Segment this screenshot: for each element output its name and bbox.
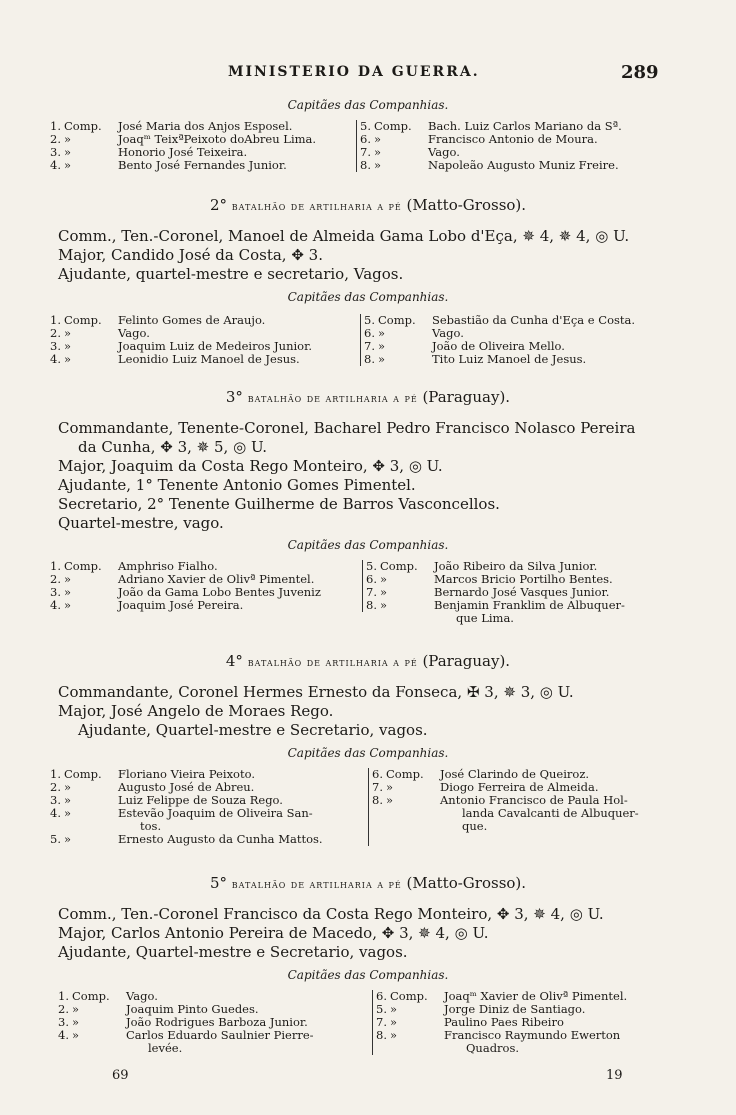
- company-number: 7.: [360, 145, 371, 159]
- company-number: 5.: [376, 1002, 387, 1016]
- captain-name: Bernardo José Vasques Junior.: [434, 585, 610, 599]
- company-number: 6.: [364, 326, 375, 340]
- company-number: 2.: [50, 780, 61, 794]
- section-caption: Capitães das Companhias.: [287, 746, 449, 760]
- captain-name-continued: que Lima.: [456, 611, 514, 625]
- captain-name: Diogo Ferreira de Almeida.: [440, 780, 599, 794]
- captain-name: Benjamin Franklim de Albuquer-: [434, 598, 625, 612]
- company-row: [360, 159, 680, 172]
- company-label: »: [64, 145, 72, 159]
- company-number: 8.: [360, 158, 371, 172]
- company-row: [364, 314, 680, 327]
- battalion-ordinal: 2°: [209, 196, 227, 214]
- section-caption: Capitães das Companhias.: [287, 538, 449, 552]
- company-number: 3.: [50, 145, 61, 159]
- officer-line: Comm., Ten.-Coronel Francisco da Costa Rego Monteiro, ✥ 3, ✵ 4, ◎ U.: [58, 905, 604, 923]
- company-number: 7.: [366, 585, 377, 599]
- company-label: Comp.: [390, 989, 428, 1003]
- company-row: [50, 353, 360, 366]
- company-label: »: [64, 780, 72, 794]
- company-number: 8.: [364, 352, 375, 366]
- company-label: »: [374, 158, 382, 172]
- battalion-place: (Matto-Grosso).: [406, 196, 527, 214]
- company-number: 4.: [50, 352, 61, 366]
- company-row: [364, 353, 680, 366]
- company-label: »: [390, 1015, 398, 1029]
- company-label: »: [386, 780, 394, 794]
- captain-name: João de Oliveira Mello.: [432, 339, 565, 353]
- company-number: 6.: [372, 767, 383, 781]
- battalion-title: batalhão de artilharia a pé: [231, 200, 402, 213]
- captain-name: Luiz Felippe de Souza Rego.: [118, 793, 283, 807]
- captain-name: João Ribeiro da Silva Junior.: [434, 559, 598, 573]
- captain-name: Vago.: [432, 326, 464, 340]
- battalion-title: batalhão de artilharia a pé: [231, 878, 402, 891]
- captain-name: Vago.: [428, 145, 460, 159]
- captain-name: Leonidio Luiz Manoel de Jesus.: [118, 352, 300, 366]
- table-column-left: [50, 120, 357, 172]
- table-column-right: [360, 120, 680, 172]
- company-label: »: [64, 572, 72, 586]
- company-row: [50, 807, 368, 820]
- running-head: MINISTERIO DA GUERRA.: [228, 64, 480, 80]
- captain-name: Sebastião da Cunha d'Eça e Costa.: [432, 313, 636, 327]
- captain-name: Estevão Joaquim de Oliveira San-: [118, 806, 313, 820]
- company-number: 8.: [366, 598, 377, 612]
- captain-name: Antonio Francisco de Paula Hol-: [440, 793, 628, 807]
- company-number: 2.: [50, 572, 61, 586]
- table-column-left: [50, 768, 369, 846]
- company-label: »: [374, 145, 382, 159]
- company-number: 8.: [372, 793, 383, 807]
- battalion-ordinal: 5°: [209, 874, 227, 892]
- company-number: 7.: [364, 339, 375, 353]
- captain-name: Francisco Antonio de Moura.: [428, 132, 598, 146]
- table-column-left: [58, 990, 373, 1055]
- company-number: 4.: [50, 806, 61, 820]
- company-row: [360, 133, 680, 146]
- captain-name: Augusto José de Abreu.: [118, 780, 255, 794]
- section-caption: Capitães das Companhias.: [287, 290, 449, 304]
- officer-line: Major, Joaquim da Costa Rego Monteiro, ✥ 3, ◎ U.: [58, 457, 443, 475]
- captain-name-continued: tos.: [140, 819, 162, 833]
- company-number: 5.: [366, 559, 377, 573]
- company-row: [366, 599, 686, 612]
- battalion-heading: [0, 196, 736, 214]
- company-label: »: [64, 339, 72, 353]
- captain-name: Adriano Xavier de Olivª Pimentel.: [118, 572, 315, 586]
- company-label: »: [378, 326, 386, 340]
- page-number: 289: [621, 62, 659, 83]
- battalion-title: batalhão de artilharia a pé: [247, 392, 418, 405]
- company-label: Comp.: [374, 119, 412, 133]
- battalion-place: (Matto-Grosso).: [406, 874, 527, 892]
- captain-name: Bach. Luiz Carlos Mariano da Sª.: [428, 119, 622, 133]
- captain-name: José Clarindo de Queiroz.: [440, 767, 590, 781]
- company-row: [58, 1029, 372, 1042]
- battalion-place: (Paraguay).: [422, 652, 511, 670]
- battalion-heading: [0, 388, 736, 406]
- officer-line: Major, Candido José da Costa, ✥ 3.: [58, 246, 323, 264]
- company-label: »: [64, 585, 72, 599]
- captain-name: Joaqᵐ Xavier de Olivª Pimentel.: [444, 989, 628, 1003]
- company-label: Comp.: [64, 313, 102, 327]
- captain-name: Paulino Paes Ribeiro: [444, 1015, 564, 1029]
- company-number: 3.: [50, 793, 61, 807]
- battalion-heading: [0, 874, 736, 892]
- officer-line: da Cunha, ✥ 3, ✵ 5, ◎ U.: [78, 438, 267, 456]
- captain-name: Felinto Gomes de Araujo.: [118, 313, 266, 327]
- table-column-right: [366, 560, 686, 625]
- company-number: 4.: [58, 1028, 69, 1042]
- company-label: »: [64, 132, 72, 146]
- company-label: »: [380, 585, 388, 599]
- company-label: »: [72, 1015, 80, 1029]
- signature-mark-right: 19: [606, 1068, 623, 1083]
- battalion-title: batalhão de artilharia a pé: [247, 656, 418, 669]
- table-column-right: [364, 314, 680, 366]
- captain-name: Floriano Vieira Peixoto.: [118, 767, 255, 781]
- company-label: »: [72, 1028, 80, 1042]
- captain-name: Amphriso Fialho.: [118, 559, 218, 573]
- captain-name-continued: landa Cavalcanti de Albuquer-: [462, 806, 639, 820]
- officer-line: Major, Carlos Antonio Pereira de Macedo, ✥ 3, ✵ 4, ◎ U.: [58, 924, 489, 942]
- company-row: [50, 833, 368, 846]
- captain-name-continued: Quadros.: [466, 1041, 520, 1055]
- captain-name: João da Gama Lobo Bentes Juveniz: [118, 585, 321, 599]
- officer-line: Commandante, Coronel Hermes Ernesto da Fonseca, ✠ 3, ✵ 3, ◎ U.: [58, 683, 574, 701]
- battalion-place: (Paraguay).: [422, 388, 511, 406]
- captain-name: Ernesto Augusto da Cunha Mattos.: [118, 832, 323, 846]
- company-label: »: [390, 1028, 398, 1042]
- company-label: »: [64, 598, 72, 612]
- company-number: 1.: [50, 119, 61, 133]
- company-row: [372, 794, 682, 807]
- company-number: 5.: [360, 119, 371, 133]
- company-number: 2.: [50, 326, 61, 340]
- captain-name: Joaquim José Pereira.: [118, 598, 244, 612]
- captain-name: Marcos Bricio Portilho Bentes.: [434, 572, 613, 586]
- company-number: 3.: [50, 339, 61, 353]
- company-label: Comp.: [64, 119, 102, 133]
- company-label: »: [72, 1002, 80, 1016]
- company-number: 1.: [58, 989, 69, 1003]
- captain-name: Joaquim Pinto Guedes.: [126, 1002, 259, 1016]
- company-number: 2.: [58, 1002, 69, 1016]
- company-label: »: [64, 158, 72, 172]
- officer-line: Ajudante, Quartel-mestre e Secretario, vagos.: [78, 721, 428, 739]
- company-row: [376, 1029, 698, 1042]
- company-number: 3.: [50, 585, 61, 599]
- captain-name: Jorge Diniz de Santiago.: [444, 1002, 586, 1016]
- captain-name: José Maria dos Anjos Esposel.: [118, 119, 293, 133]
- company-number: 8.: [376, 1028, 387, 1042]
- company-label: »: [64, 352, 72, 366]
- officer-line: Quartel-mestre, vago.: [58, 514, 224, 532]
- company-label: »: [380, 572, 388, 586]
- company-label: »: [390, 1002, 398, 1016]
- company-number: 6.: [366, 572, 377, 586]
- company-number: 7.: [372, 780, 383, 794]
- table-column-left: [50, 314, 361, 366]
- captain-name: Vago.: [126, 989, 158, 1003]
- company-number: 1.: [50, 767, 61, 781]
- table-column-right: [372, 768, 682, 833]
- battalion-ordinal: 4°: [225, 652, 243, 670]
- company-label: Comp.: [380, 559, 418, 573]
- battalion-heading: [0, 652, 736, 670]
- company-number: 5.: [364, 313, 375, 327]
- company-label: »: [64, 326, 72, 340]
- company-number: 4.: [50, 598, 61, 612]
- captain-name: Carlos Eduardo Saulnier Pierre-: [126, 1028, 314, 1042]
- captain-name: Napoleão Augusto Muniz Freire.: [428, 158, 619, 172]
- captain-name-continued: que.: [462, 819, 488, 833]
- captain-name: João Rodrigues Barboza Junior.: [126, 1015, 308, 1029]
- captain-name: Joaqᵐ TeixªPeixoto doAbreu Lima.: [118, 132, 317, 146]
- officer-line: Secretario, 2° Tenente Guilherme de Barros Vasconcellos.: [58, 495, 500, 513]
- company-label: »: [378, 352, 386, 366]
- captain-name: Bento José Fernandes Junior.: [118, 158, 287, 172]
- officer-line: Commandante, Tenente-Coronel, Bacharel Pedro Francisco Nolasco Pereira: [58, 419, 636, 437]
- captain-name-continued: levée.: [148, 1041, 183, 1055]
- company-number: 5.: [50, 832, 61, 846]
- table-column-right: [376, 990, 698, 1055]
- officer-line: Comm., Ten.-Coronel, Manoel de Almeida Gama Lobo d'Eça, ✵ 4, ✵ 4, ◎ U.: [58, 227, 630, 245]
- company-label: »: [386, 793, 394, 807]
- company-label: »: [64, 793, 72, 807]
- captain-name: Francisco Raymundo Ewerton: [444, 1028, 621, 1042]
- officer-line: Ajudante, Quartel-mestre e Secretario, vagos.: [58, 943, 408, 961]
- company-number: 6.: [360, 132, 371, 146]
- company-label: Comp.: [386, 767, 424, 781]
- captain-name: Joaquim Luiz de Medeiros Junior.: [118, 339, 312, 353]
- company-number: 7.: [376, 1015, 387, 1029]
- company-label: »: [64, 806, 72, 820]
- captain-name: Vago.: [118, 326, 150, 340]
- company-number: 2.: [50, 132, 61, 146]
- section-caption: Capitães das Companhias.: [287, 98, 449, 112]
- company-label: Comp.: [378, 313, 416, 327]
- company-label: »: [64, 832, 72, 846]
- company-number: 6.: [376, 989, 387, 1003]
- captain-name: Honorio José Teixeira.: [118, 145, 248, 159]
- battalion-ordinal: 3°: [225, 388, 243, 406]
- company-row: [50, 159, 356, 172]
- company-label: »: [380, 598, 388, 612]
- company-label: Comp.: [64, 767, 102, 781]
- company-row: [50, 314, 360, 327]
- table-column-left: [50, 560, 363, 612]
- captain-name: Tito Luiz Manoel de Jesus.: [432, 352, 587, 366]
- company-number: 4.: [50, 158, 61, 172]
- officer-line: Ajudante, quartel-mestre e secretario, Vagos.: [58, 265, 404, 283]
- company-label: »: [378, 339, 386, 353]
- company-label: »: [374, 132, 382, 146]
- company-label: Comp.: [72, 989, 110, 1003]
- company-number: 3.: [58, 1015, 69, 1029]
- company-label: Comp.: [64, 559, 102, 573]
- company-row: [50, 599, 362, 612]
- company-number: 1.: [50, 559, 61, 573]
- officer-line: Ajudante, 1° Tenente Antonio Gomes Pimentel.: [58, 476, 416, 494]
- signature-mark-left: 69: [112, 1068, 129, 1083]
- section-caption: Capitães das Companhias.: [287, 968, 449, 982]
- officer-line: Major, José Angelo de Moraes Rego.: [58, 702, 334, 720]
- company-number: 1.: [50, 313, 61, 327]
